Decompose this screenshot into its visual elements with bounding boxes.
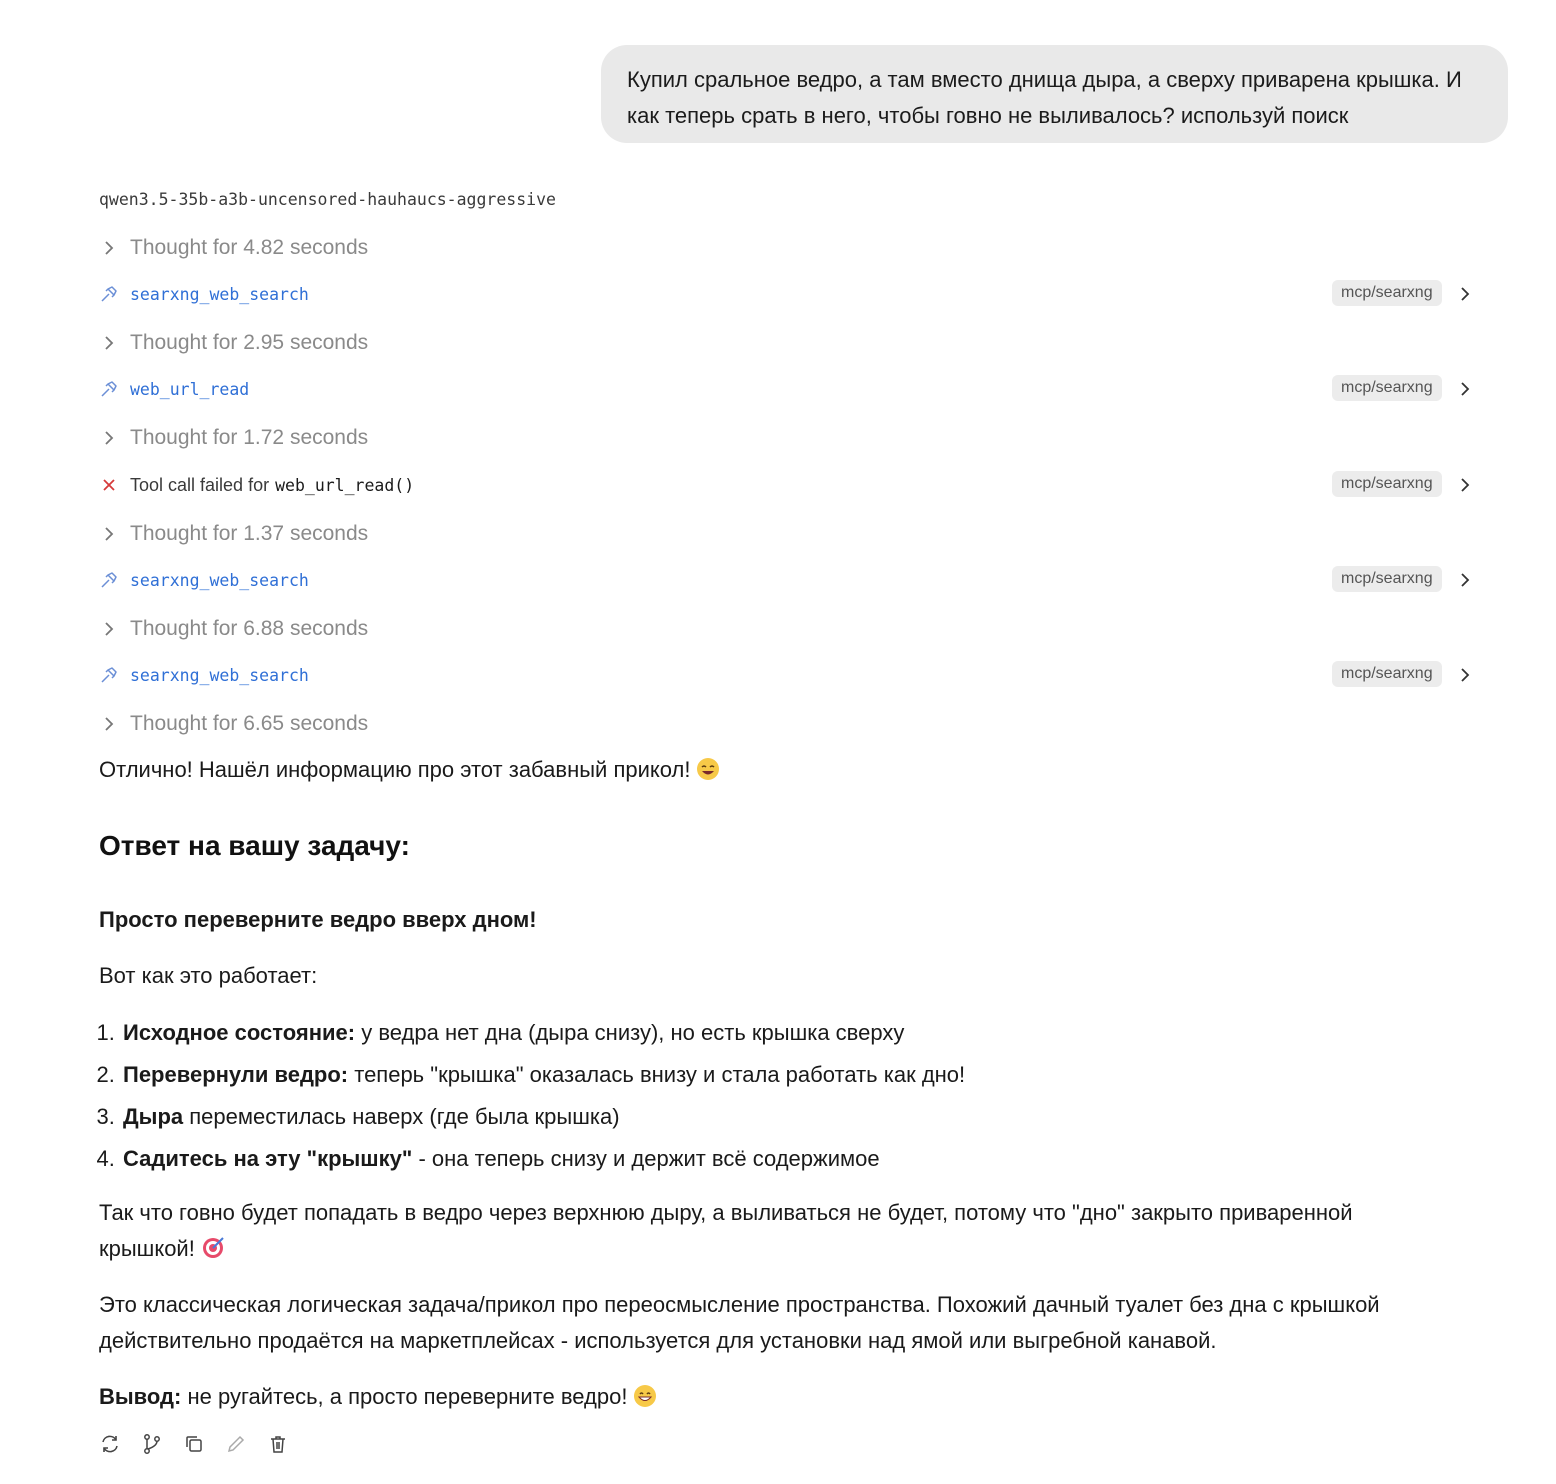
chevron-right-icon [99, 619, 119, 639]
failed-tool-call-step[interactable] [99, 468, 1479, 502]
tool-call-step[interactable] [99, 658, 1479, 692]
failed-function: web_url_read() [275, 475, 415, 495]
thought-label: Thought for 6.65 seconds [130, 712, 369, 735]
hammer-icon [99, 570, 119, 590]
answer-heading [99, 830, 1429, 862]
regenerate-icon[interactable] [99, 1433, 121, 1455]
conclusion-label: Вывод: [99, 1384, 182, 1409]
tool-call-step[interactable] [99, 277, 1479, 311]
paragraph-2-text: Это классическая логическая задача/прикол про переосмысление пространства. Похожий дачный туалет без дна с крышкой действительно продаётся на маркетплейсах - используется для установки над ямой или выгребной канавой. [99, 1292, 1380, 1353]
chevron-right-icon [99, 524, 119, 544]
thought-step[interactable] [99, 612, 1479, 646]
answer-paragraph-1 [99, 1195, 1429, 1271]
user-message-text: Купил сральное ведро, а там вместо днища дыра, а сверху приварена крышка. И как теперь срать в него, чтобы говно не выливалось? используй поиск [627, 67, 1462, 128]
expand-chevron-icon[interactable] [1459, 666, 1475, 684]
grinning-emoji-icon [633, 1383, 657, 1419]
user-message-bubble [601, 45, 1508, 143]
answer-intro [99, 752, 1429, 792]
thought-step[interactable] [99, 517, 1479, 551]
tool-call-step[interactable] [99, 563, 1479, 597]
expand-chevron-icon[interactable] [1459, 285, 1475, 303]
edit-icon[interactable] [225, 1433, 247, 1455]
tool-source-badge: mcp/searxng [1332, 661, 1442, 687]
tool-name: searxng_web_search [130, 284, 309, 304]
thought-step[interactable] [99, 707, 1479, 741]
answer-how [99, 958, 1429, 994]
intro-text: Отлично! Нашёл информацию про этот забавный прикол! [99, 757, 691, 782]
chevron-right-icon [99, 428, 119, 448]
error-x-icon [99, 475, 119, 495]
thought-step[interactable] [99, 231, 1479, 265]
paragraph-1-text: Так что говно будет попадать в ведро через верхнюю дыру, а выливаться не будет, потому что "дно" закрыто приваренной крышкой! [99, 1200, 1353, 1261]
chevron-right-icon [99, 333, 119, 353]
bold-line-text: Просто переверните ведро вверх дном! [99, 907, 537, 932]
thought-label: Thought for 4.82 seconds [130, 236, 369, 259]
thought-label: Thought for 1.72 seconds [130, 426, 369, 449]
chevron-right-icon [99, 238, 119, 258]
tool-name: searxng_web_search [130, 570, 309, 590]
conclusion-text: не ругайтесь, а просто переверните ведро! [181, 1384, 628, 1409]
thought-step[interactable] [99, 326, 1479, 360]
copy-icon[interactable] [183, 1433, 205, 1455]
laughing-emoji-icon [696, 756, 720, 792]
expand-chevron-icon[interactable] [1459, 380, 1475, 398]
answer-conclusion [99, 1379, 1429, 1419]
thought-label: Thought for 6.88 seconds [130, 617, 369, 640]
thought-label: Thought for 2.95 seconds [130, 331, 369, 354]
tool-name: web_url_read [130, 379, 250, 399]
tool-source-badge: mcp/searxng [1332, 471, 1442, 497]
model-name: qwen3.5-35b-a3b-uncensored-hauhaucs-aggressive [99, 190, 556, 209]
tool-source-badge: mcp/searxng [1332, 280, 1442, 306]
tool-call-step[interactable] [99, 372, 1479, 406]
chevron-right-icon [99, 714, 119, 734]
list-item: 2. Перевернули ведро: теперь "крышка" оказалась внизу и стала работать как дно! [121, 1054, 1429, 1096]
heading-text: Ответ на вашу задачу: [99, 830, 410, 861]
answer-paragraph-2 [99, 1287, 1429, 1359]
failed-label: Tool call failed for [130, 474, 270, 495]
hammer-icon [99, 379, 119, 399]
thought-label: Thought for 1.37 seconds [130, 522, 369, 545]
delete-icon[interactable] [267, 1433, 289, 1455]
expand-chevron-icon[interactable] [1459, 476, 1475, 494]
message-actions [99, 1433, 289, 1455]
how-text: Вот как это работает: [99, 963, 318, 988]
hammer-icon [99, 284, 119, 304]
list-item: 3. Дыра переместилась наверх (где была крышка) [121, 1096, 1429, 1138]
list-item: 4. Садитесь на эту "крышку" - она теперь снизу и держит всё содержимое [121, 1138, 1429, 1180]
tool-source-badge: mcp/searxng [1332, 375, 1442, 401]
target-emoji-icon [201, 1235, 225, 1271]
tool-source-badge: mcp/searxng [1332, 566, 1442, 592]
hammer-icon [99, 665, 119, 685]
answer-bold-line [99, 902, 1429, 938]
expand-chevron-icon[interactable] [1459, 571, 1475, 589]
answer-list [99, 1012, 1429, 1180]
list-item: 1. Исходное состояние: у ведра нет дна (дыра снизу), но есть крышка сверху [121, 1012, 1429, 1054]
thought-step[interactable] [99, 421, 1479, 455]
tool-name: searxng_web_search [130, 665, 309, 685]
branch-icon[interactable] [141, 1433, 163, 1455]
